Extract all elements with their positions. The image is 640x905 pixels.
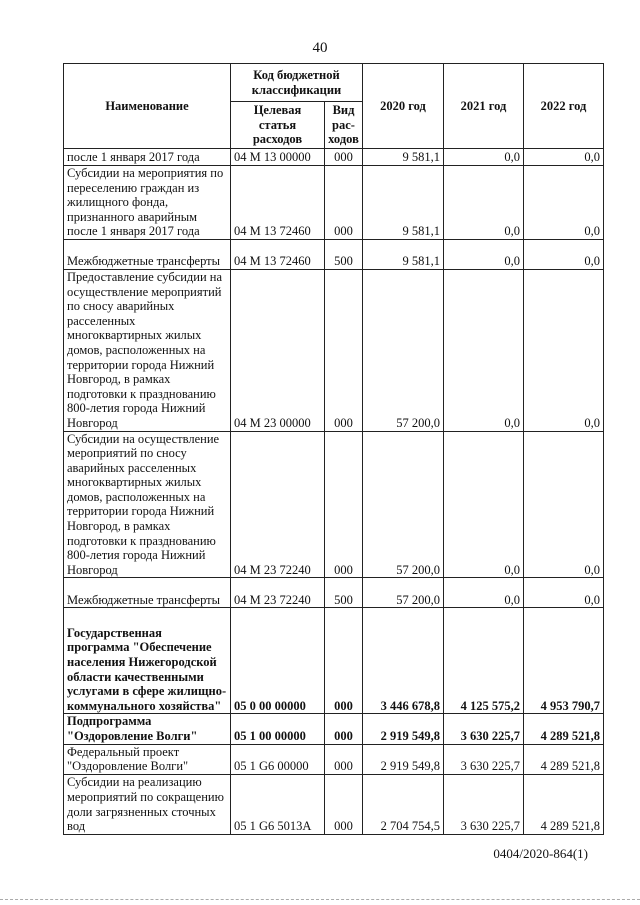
row-name-cell: Межбюджетные трансферты (64, 239, 231, 269)
budget-table (63, 63, 604, 835)
table-row (64, 744, 604, 774)
row-2021-cell: 0,0 (444, 578, 524, 608)
row-2022-cell: 0,0 (524, 578, 604, 608)
row-2020-cell: 2 919 549,8 (363, 744, 444, 774)
row-name-cell: Государственная программа "Обеспечение населения Нижегородской области качественными услугами в сфере жилищно-коммунального хозяйства" (64, 608, 231, 714)
row-2022-cell: 0,0 (524, 269, 604, 431)
header-2022: 2022 год (524, 64, 604, 149)
header-2021: 2021 год (444, 64, 524, 149)
row-2022-cell: 0,0 (524, 149, 604, 166)
table-row (64, 269, 604, 431)
row-2022-cell: 4 953 790,7 (524, 608, 604, 714)
row-target-article-cell: 05 1 G6 00000 (231, 744, 325, 774)
row-expense-type-cell: 500 (325, 578, 363, 608)
row-target-article-cell: 04 М 13 72460 (231, 239, 325, 269)
row-target-article-cell: 05 1 G6 5013А (231, 774, 325, 834)
table-row (64, 431, 604, 578)
table-row (64, 166, 604, 240)
row-name-cell: после 1 января 2017 года (64, 149, 231, 166)
row-2020-cell: 57 200,0 (363, 578, 444, 608)
header-target-article: Целевая статья расходов (231, 102, 325, 149)
row-name-cell: Субсидии на мероприятия по переселению граждан из жилищного фонда, признанного аварийным после 1 января 2017 года (64, 166, 231, 240)
row-expense-type-cell: 000 (325, 431, 363, 578)
row-2020-cell: 2 704 754,5 (363, 774, 444, 834)
row-target-article-cell: 05 0 00 00000 (231, 608, 325, 714)
document-code: 0404/2020-864(1) (493, 846, 588, 861)
row-2022-cell: 4 289 521,8 (524, 744, 604, 774)
row-name-cell: Субсидии на реализацию мероприятий по сокращению доли загрязненных сточных вод (64, 774, 231, 834)
table-body (64, 149, 604, 835)
header-name: Наименование (64, 64, 231, 149)
row-name-cell: Федеральный проект "Оздоровление Волги" (64, 744, 231, 774)
row-2021-cell: 3 630 225,7 (444, 774, 524, 834)
row-2021-cell: 0,0 (444, 269, 524, 431)
row-2021-cell: 0,0 (444, 149, 524, 166)
row-expense-type-cell: 000 (325, 714, 363, 744)
header-2020: 2020 год (363, 64, 444, 149)
row-name-cell: Межбюджетные трансферты (64, 578, 231, 608)
row-target-article-cell: 04 М 23 72240 (231, 578, 325, 608)
row-2020-cell: 9 581,1 (363, 239, 444, 269)
table-row (64, 774, 604, 834)
row-expense-type-cell: 000 (325, 608, 363, 714)
row-2021-cell: 0,0 (444, 166, 524, 240)
row-2020-cell: 57 200,0 (363, 269, 444, 431)
table-row (64, 239, 604, 269)
row-2021-cell: 0,0 (444, 239, 524, 269)
row-2020-cell: 3 446 678,8 (363, 608, 444, 714)
row-name-cell: Субсидии на осуществление мероприятий по сносу аварийных расселенных многоквартирных жилых домов, расположенных на территории города Нижний Новгород, в рамках подготовки к празднованию 800-летия города Нижний Новгород (64, 431, 231, 578)
row-target-article-cell: 04 М 23 00000 (231, 269, 325, 431)
table-row (64, 578, 604, 608)
row-expense-type-cell: 000 (325, 269, 363, 431)
row-name-cell: Предоставление субсидии на осуществление мероприятий по сносу аварийных расселенных многоквартирных жилых домов, расположенных на территории города Нижний Новгород, в рамках подготовки к празднованию 800-летия города Нижний Новгород (64, 269, 231, 431)
row-target-article-cell: 04 М 13 00000 (231, 149, 325, 166)
row-name-cell: Подпрограмма "Оздоровление Волги" (64, 714, 231, 744)
row-2020-cell: 2 919 549,8 (363, 714, 444, 744)
table-row (64, 149, 604, 166)
row-target-article-cell: 04 М 13 72460 (231, 166, 325, 240)
row-target-article-cell: 05 1 00 00000 (231, 714, 325, 744)
row-2022-cell: 0,0 (524, 166, 604, 240)
row-expense-type-cell: 000 (325, 149, 363, 166)
header-expense-type: Вид рас-ходов (325, 102, 363, 149)
row-2021-cell: 3 630 225,7 (444, 714, 524, 744)
row-2021-cell: 0,0 (444, 431, 524, 578)
table-row (64, 608, 604, 714)
row-target-article-cell: 04 М 23 72240 (231, 431, 325, 578)
row-2022-cell: 4 289 521,8 (524, 714, 604, 744)
table-row (64, 714, 604, 744)
row-2020-cell: 57 200,0 (363, 431, 444, 578)
row-2021-cell: 4 125 575,2 (444, 608, 524, 714)
row-2022-cell: 0,0 (524, 239, 604, 269)
row-expense-type-cell: 500 (325, 239, 363, 269)
scan-edge-line (0, 899, 640, 900)
row-expense-type-cell: 000 (325, 774, 363, 834)
row-2022-cell: 4 289 521,8 (524, 774, 604, 834)
row-2022-cell: 0,0 (524, 431, 604, 578)
row-2020-cell: 9 581,1 (363, 166, 444, 240)
row-2020-cell: 9 581,1 (363, 149, 444, 166)
row-expense-type-cell: 000 (325, 166, 363, 240)
header-classification: Код бюджетной классификации (231, 64, 363, 102)
row-expense-type-cell: 000 (325, 744, 363, 774)
page-number: 40 (312, 40, 328, 56)
row-2021-cell: 3 630 225,7 (444, 744, 524, 774)
